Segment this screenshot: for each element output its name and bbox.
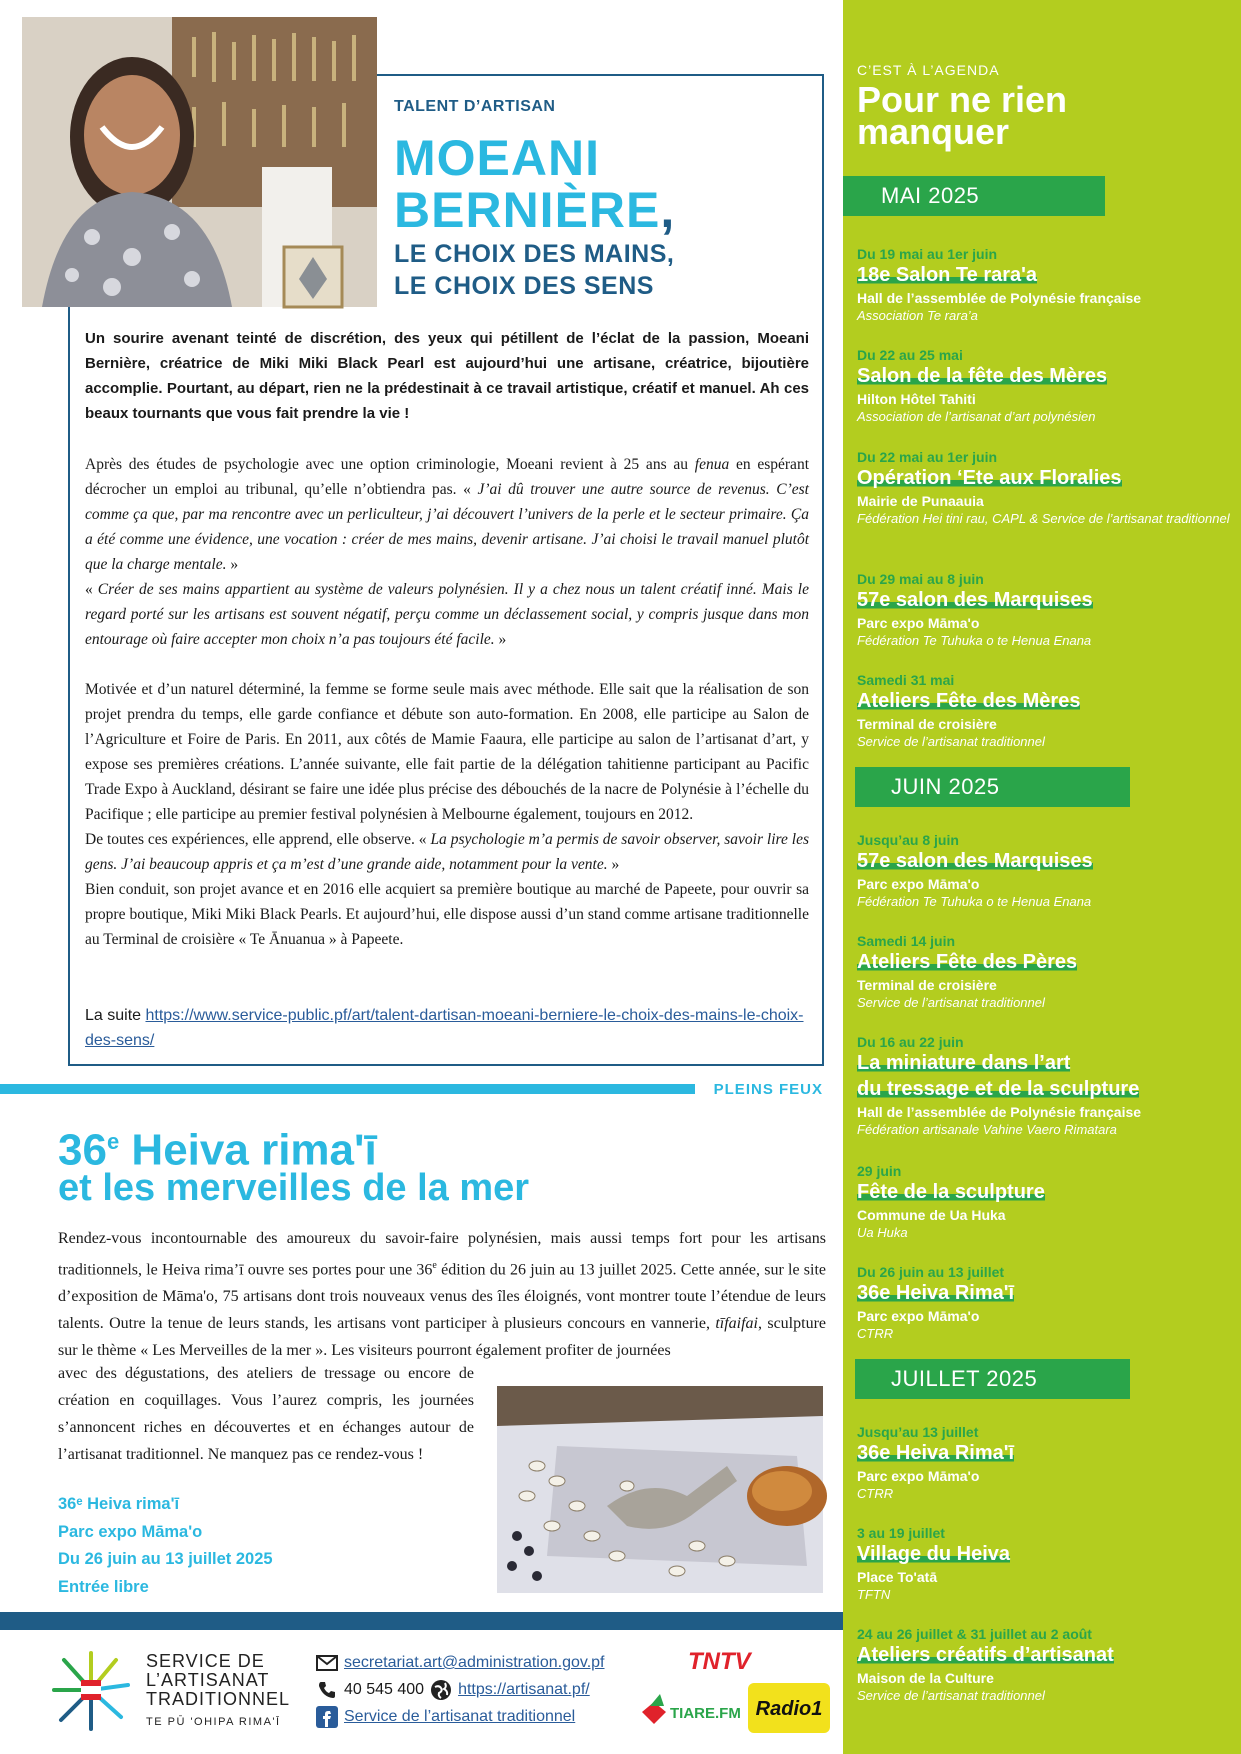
article-subtitle: LE CHOIX DES MAINS, LE CHOIX DES SENS [394,240,675,300]
facebook-link[interactable]: Service de l’artisanat traditionnel [344,1708,576,1725]
service-name: SERVICE DE L’ARTISANAT TRADITIONNEL TE PŪ 'OHIPA RIMA'Ī [146,1651,291,1728]
agenda-event: Du 29 mai au 8 juin 57e salon des Marquises Parc expo Māma'o Fédération Te Tuhuka o te Henua Enana [857,571,1093,648]
shell-craft-photo [497,1386,823,1593]
heiva-body-continued: avec des dégustations, des ateliers de tressage ou encore de création en coquillages. Vous l’aurez compris, les journées s’annoncent riches en découvertes et en échanges autour de l’artisanat traditionnel. Ne manquez pas ce rendez-vous ! [58,1365,474,1463]
phone-number: 40 545 400 [344,1681,425,1698]
agenda-sidebar [843,0,1241,1754]
website-link[interactable]: https://artisanat.pf/ [458,1681,590,1698]
paragraph: De toutes ces expériences, elle apprend, elle observe. « La psychologie m’a permis de savoir observer, savoir lire les gens. J’ai beaucoup appris et ça m’est d’une grande aide, notamment pour la vente. » [85,831,809,873]
partner-logo-tntv: TNTV [688,1648,751,1675]
paragraph: Bien conduit, son projet avance et en 2016 elle acquiert sa première boutique au marché de Papeete, pour ouvrir sa propre boutique, Miki Miki Black Pearls. Et aujourd’hui, elle dispose aussi d’un stand comme artisane traditionnelle au Terminal de croisière « Te Ānuanua » à Papeete. [85,881,809,948]
agenda-event: Samedi 14 juin Ateliers Fête des Pères Terminal de croisière Service de l’artisanat traditionnel [857,933,1078,1010]
agenda-event: Du 19 mai au 1er juin 18e Salon Te rara'a Hall de l’assemblée de Polynésie française Association Te rara’a [857,246,1142,323]
agenda-event: Du 22 mai au 1er juin Opération ‘Ete aux Floralies Mairie de Punaauia Fédération Hei tini rau, CAPL & Service de l’artisanat traditionnel [857,449,1230,526]
globe-icon [430,1679,452,1701]
agenda-event: Jusqu’au 13 juillet 36e Heiva Rima'ī Parc expo Māma'o CTRR [857,1424,1015,1501]
article-body [85,452,809,952]
read-more: La suite https://www.service-public.pf/art/talent-dartisan-moeani-berniere-le-choix-des-mains-le-choix-des-sens/ [85,1007,804,1049]
agenda-kicker: C’EST À L’AGENDA [857,62,1000,78]
article-title: MOEANI BERNIÈRE, [394,130,676,238]
paragraph: « Créer de ses mains appartient au système de valeurs polynésien. Il y a chez nous un talent créatif inné. Mais le regard porté sur les artisans est souvent négatif, perçu comme un déclassement social, y compris jusque dans mon entourage où faire accepter mon choix n’a pas toujours été facile. » [85,581,809,648]
agenda-event: 3 au 19 juillet Village du Heiva Place To'atā TFTN [857,1525,1011,1602]
month-header-mai: MAI 2025 [843,176,1105,216]
paragraph: Motivée et d’un naturel déterminé, la femme se forme seule mais avec méthode. Elle sait que la réalisation de son projet prendra du temps, elle garde confiance et débute son auto-formation. En 2008, elle participe au Salon de l’Agriculture et Foire de Paris. En 2011, aux côtés de Mamie Faaura, elle participe au salon de l’artisanat d’art, y expose ses premières créations. L’année suivante, elle fait partie de la délégation tahitienne participant au Pacific Trade Expo à Auckland, désirant se faire une idée plus précise des débouchés de la nacre de Polynésie à l’échelle du Pacifique ; elle participe au premier festival polynésien à Melbourne également, toujours en 2012. [85,681,809,823]
paragraph: Après des études de psychologie avec une option criminologie, Moeani revient à 25 ans au fenua en espérant décrocher un emploi au tribunal, qu’elle n’obtiendra pas. « J’ai dû trouver une autre source de revenus. C’est comme ça que, par ma rencontre avec un perliculteur, j’ai découvert l’univers de la perle et le secteur primaire. Ça a été comme une évidence, une vocation : créer de mes mains, devenir artisane. J’ai choisi le travail manuel plutôt que la charge mentale. » [85,456,809,573]
section-divider [0,1084,695,1094]
article-lead: Un sourire avenant teinté de discrétion, des yeux qui pétillent de l’éclat de la passion, Moeani Bernière, créatrice de Miki Miki Black Pearl est aujourd’hui une artisane, créatrice, bijoutière accomplie. Pourtant, au départ, rien ne la prédestinait à ce travail artistique, créatif et manuel. Ah ces beaux tournants que vous fait prendre la vie ! [85,330,809,422]
section-kicker: TALENT D’ARTISAN [394,98,556,115]
contact-block [316,1649,605,1730]
heiva-subtitle: et les merveilles de la mer [58,1167,530,1209]
service-logo-icon [46,1645,136,1735]
heiva-body: Rendez-vous incontournable des amoureux du savoir-faire polynésien, mais aussi temps fort pour les artisans traditionnels, le Heiva rima’ī ouvre ses portes pour une 36e édition du 26 juin au 13 juillet 2025. Cette année, sur le site d’exposition de Māma'o, 75 artisans dont trois nouveaux venus des îles éloignés, vont montrer toute l’étendue de leurs talents. Outre la tenue de leurs stands, les artisans vont participer à plusieurs concours en vannerie, tīfaifai, sculpture sur le thème « Les Merveilles de la mer ». Les visiteurs pourront également profiter de journées [58,1230,827,1360]
agenda-event: Jusqu’au 8 juin 57e salon des Marquises Parc expo Māma'o Fédération Te Tuhuka o te Henua Enana [857,832,1093,909]
agenda-event: Samedi 31 mai Ateliers Fête des Mères Terminal de croisière Service de l’artisanat traditionnel [857,672,1081,749]
heiva-title: 36e Heiva rima'ī [58,1125,377,1175]
mail-icon [316,1652,338,1674]
section-kicker-pleins-feux: PLEINS FEUX [713,1081,823,1098]
partner-logo-tiare-fm [634,1684,741,1736]
month-header-juillet: JUILLET 2025 [855,1359,1130,1399]
phone-icon [316,1679,338,1701]
agenda-title: Pour ne rien manquer [857,79,1068,152]
agenda-event: Du 26 juin au 13 juillet 36e Heiva Rima'ī Parc expo Māma'o CTRR [857,1264,1015,1341]
month-header-juin: JUIN 2025 [855,767,1130,807]
footer-divider [0,1612,843,1630]
heiva-info-block: 36ᵉ Heiva rima'ī Parc expo Māma'o Du 26 juin au 13 juillet 2025 Entrée libre [58,1495,273,1596]
agenda-event: Du 22 au 25 mai Salon de la fête des Mères Hilton Hôtel Tahiti Association de l’artisanat d’art polynésien [857,347,1108,424]
portrait-photo [22,17,377,307]
agenda-event: 24 au 26 juillet & 31 juillet au 2 août Ateliers créatifs d’artisanat Maison de la Culture Service de l’artisanat traditionnel [857,1626,1114,1703]
partner-logo-radio1 [746,1681,832,1735]
facebook-icon [316,1706,338,1728]
agenda-event: Du 16 au 22 juin La miniature dans l’art du tressage et de la sculpture Hall de l’assemblée de Polynésie française Fédération artisanale Vahine Vaero Rimatara [857,1034,1142,1137]
email-link[interactable]: secretariat.art@administration.gov.pf [344,1654,605,1671]
partner-tiare-label: TIARE.FM [670,1705,741,1722]
partner-radio-label: Radio1 [755,1698,823,1720]
agenda-event: 29 juin Fête de la sculpture Commune de Ua Huka Ua Huka [857,1163,1045,1240]
read-more-link[interactable]: https://www.service-public.pf/art/talent-dartisan-moeani-berniere-le-choix-des-mains-le-choix-des-sens/ [85,1007,804,1049]
